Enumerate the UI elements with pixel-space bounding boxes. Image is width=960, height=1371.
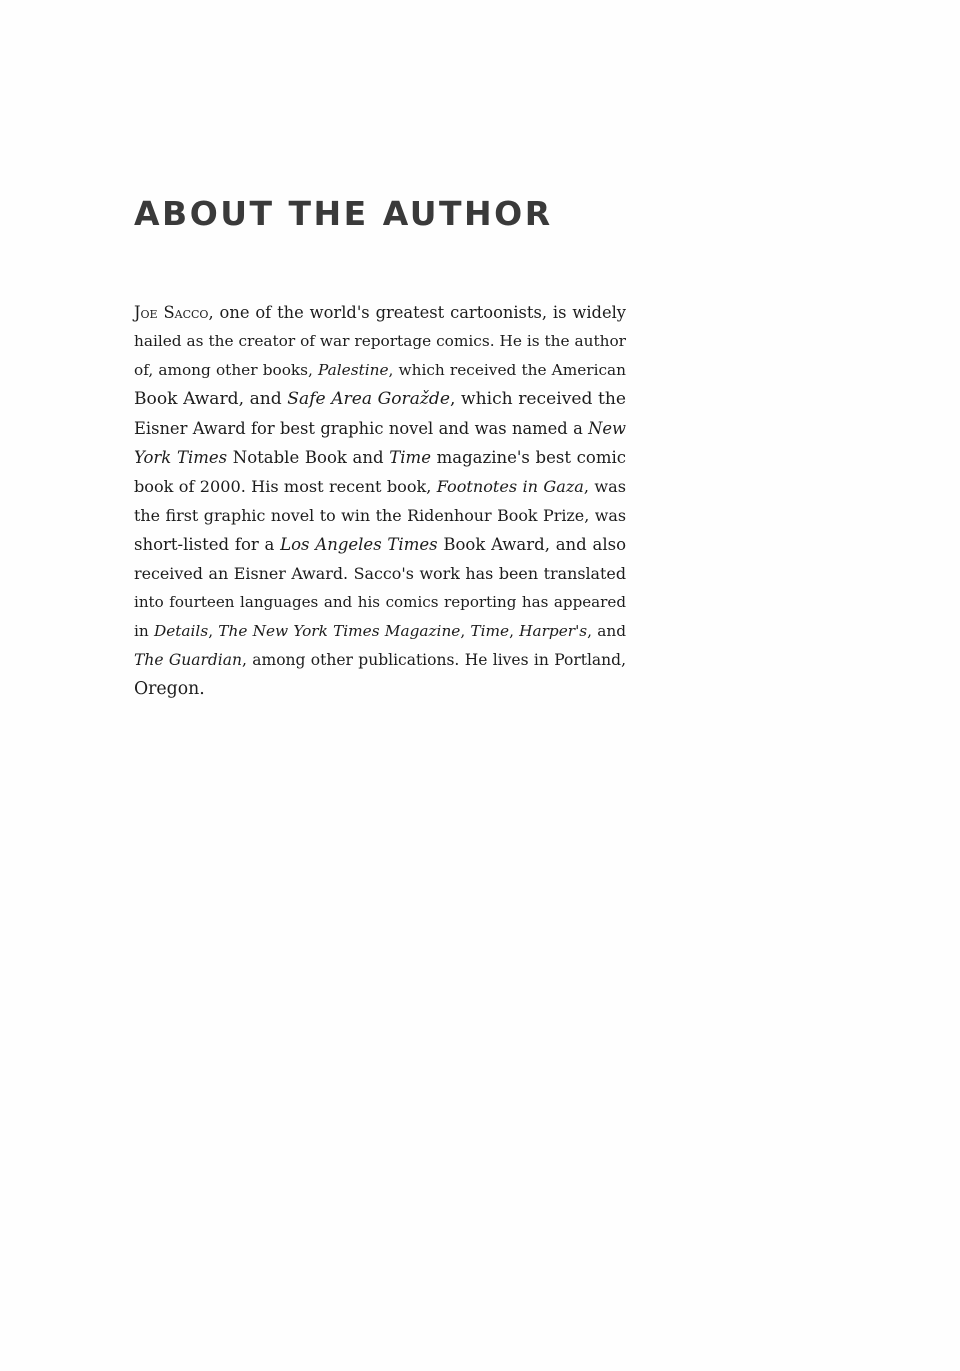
bio-text: , one of the world's greatest cartoonists, is widely	[208, 303, 626, 322]
bio-line	[134, 443, 626, 472]
bio-text: into fourteen languages and his comics reporting has appeared	[134, 593, 626, 611]
bio-text: ,	[509, 622, 520, 640]
bio-line	[134, 588, 626, 617]
bio-line	[134, 530, 626, 559]
bio-text: ,	[208, 622, 219, 640]
book-title: Footnotes in Gaza	[436, 477, 584, 496]
bio-text: of, among other books,	[134, 361, 319, 379]
bio-line	[134, 559, 626, 588]
bio-text: Book Award, and also	[437, 535, 627, 554]
bio-line	[134, 675, 626, 704]
bio-line	[134, 414, 626, 443]
author-name: Joe Sacco	[134, 303, 209, 322]
publication-title: Time	[470, 622, 510, 640]
bio-text: Oregon.	[134, 679, 205, 699]
book-title: Safe Area Goražde	[287, 389, 450, 409]
bio-line	[134, 298, 626, 327]
bio-text: hailed as the creator of war reportage comics. He is the author	[134, 332, 626, 350]
publication-title: Harper's	[519, 622, 588, 640]
bio-text: Book Award, and	[134, 389, 288, 409]
bio-text: , which received the American	[388, 361, 626, 379]
bio-text: , was	[583, 477, 626, 496]
bio-text: ,	[460, 622, 471, 640]
publication-title: Time	[389, 448, 431, 467]
bio-line	[134, 327, 626, 356]
publication-title: New	[588, 419, 626, 438]
author-bio	[134, 298, 626, 704]
publication-title: The Guardian	[134, 651, 242, 669]
bio-text: Eisner Award for best graphic novel and was named a	[134, 419, 589, 438]
bio-line	[134, 617, 626, 646]
bio-text: , and	[587, 622, 626, 640]
bio-text: magazine's best comic	[430, 448, 626, 467]
bio-line	[134, 646, 626, 675]
publication-title: Los Angeles Times	[280, 535, 438, 554]
bio-text: in	[134, 622, 154, 640]
bio-text: Notable Book and	[227, 448, 390, 467]
bio-text: book of 2000. His most recent book,	[134, 477, 437, 496]
bio-line	[134, 385, 626, 414]
bio-text: , which received the	[449, 389, 626, 409]
publication-title: The New York Times Magazine	[218, 622, 461, 640]
publication-title: Details	[153, 622, 209, 640]
bio-line	[134, 472, 626, 501]
book-title: Palestine	[318, 361, 389, 379]
bio-text: the first graphic novel to win the Ridenhour Book Prize, was	[134, 506, 626, 525]
bio-line	[134, 501, 626, 530]
bio-text: , among other publications. He lives in Portland,	[241, 651, 626, 669]
publication-title: York Times	[134, 448, 228, 467]
bio-text: received an Eisner Award. Sacco's work has been translated	[134, 564, 626, 583]
bio-text: short-listed for a	[134, 535, 281, 554]
page-title: ABOUT THE AUTHOR	[134, 194, 553, 233]
bio-line	[134, 356, 626, 385]
